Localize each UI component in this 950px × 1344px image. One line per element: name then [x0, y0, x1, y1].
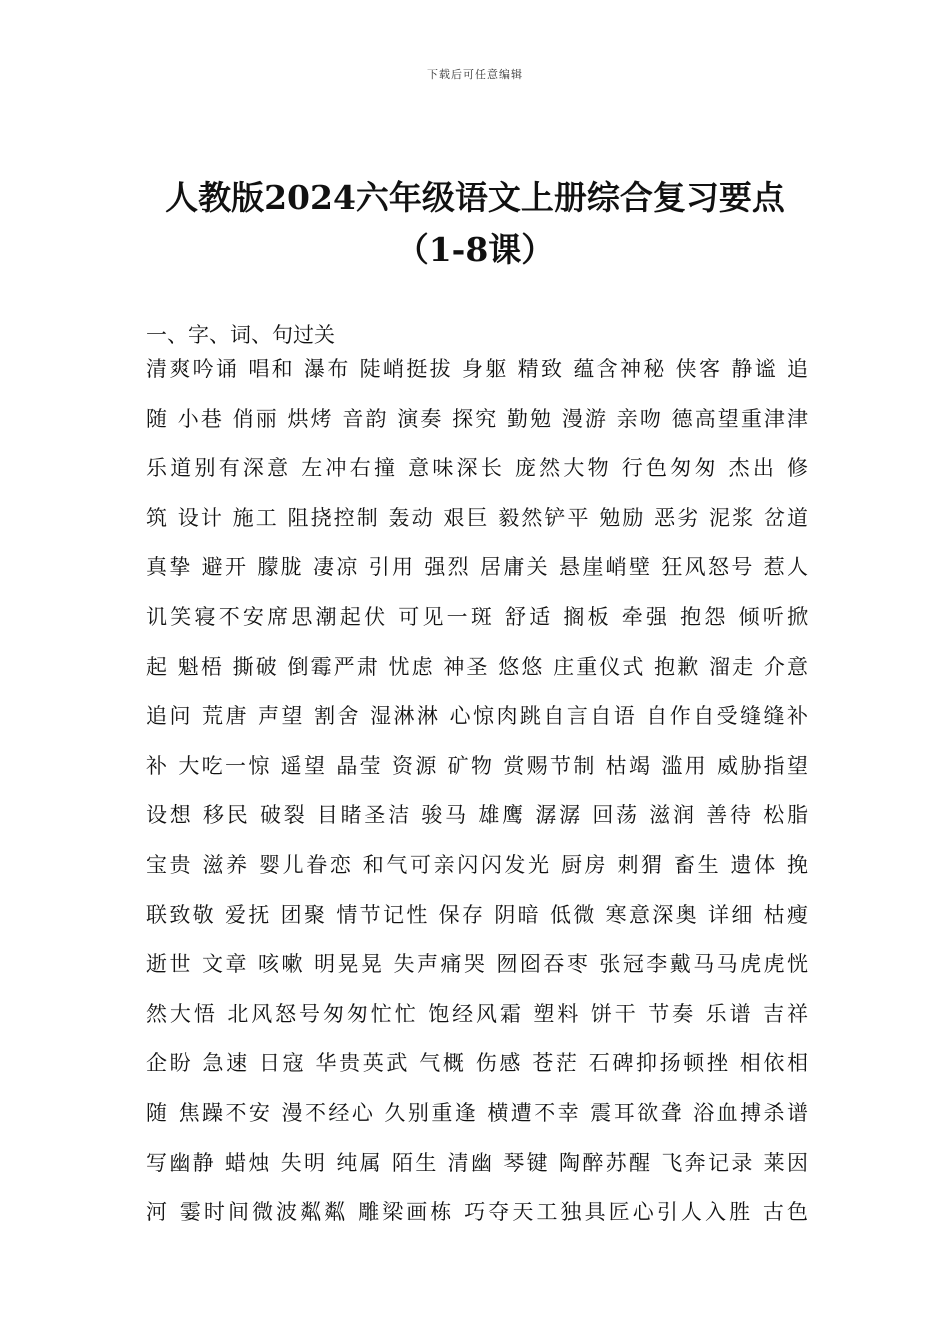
- text-line: 写幽静 蜡烛 失明 纯属 陌生 清幽 琴键 陶醉苏醒 飞奔记录 莱因: [146, 1150, 808, 1175]
- text-line: 补 大吃一惊 遥望 晶莹 资源 矿物 赏赐节制 枯竭 滥用 威胁指望: [146, 753, 808, 778]
- text-line: 起 魁梧 撕破 倒霉严肃 忧虑 神圣 悠悠 庄重仪式 抱歉 溜走 介意: [146, 654, 808, 679]
- text-line: 宝贵 滋养 婴儿眷恋 和气可亲闪闪发光 厨房 刺猬 畜生 遗体 挽: [146, 852, 808, 877]
- text-line: 真挚 避开 朦胧 凄凉 引用 强烈 居庸关 悬崖峭壁 狂风怒号 惹人: [146, 555, 808, 580]
- text-line: 设想 移民 破裂 目睹圣洁 骏马 雄鹰 潺潺 回荡 滋润 善待 松脂: [146, 803, 808, 828]
- text-line: 联致敬 爱抚 团聚 情节记性 保存 阴暗 低微 寒意深奥 详细 枯瘦: [146, 902, 808, 927]
- body-text: [146, 345, 808, 1238]
- title-line-1: 人教版2024六年级语文上册综合复习要点: [165, 178, 785, 217]
- text-line: 河 霎时间微波粼粼 雕梁画栋 巧夺天工独具匠心引人入胜 古色: [146, 1200, 808, 1225]
- document-title: [100, 172, 850, 276]
- text-line: 清爽吟诵 唱和 瀑布 陡峭挺拔 身躯 精致 蕴含神秘 侠客 静谧 追: [146, 357, 808, 381]
- text-line: 筑 设计 施工 阻挠控制 轰动 艰巨 毅然铲平 勉励 恶劣 泥浆 岔道: [146, 505, 808, 530]
- text-line: 企盼 急速 日寇 华贵英武 气概 伤感 苍茫 石碑抑扬顿挫 相依相: [146, 1051, 808, 1076]
- text-line: 然大悟 北风怒号匆匆忙忙 饱经风霜 塑料 饼干 节奏 乐谱 吉祥: [146, 1001, 808, 1026]
- section-heading: 一、字、词、句过关: [146, 323, 335, 347]
- text-line: 讥笑寝不安席思潮起伏 可见一斑 舒适 搁板 牵强 抱怨 倾听掀: [146, 604, 808, 629]
- text-line: 随 小巷 俏丽 烘烤 音韵 演奏 探究 勤勉 漫游 亲吻 德高望重津津: [146, 406, 808, 431]
- title-line-2: （1-8课）: [395, 230, 555, 269]
- text-line: 逝世 文章 咳嗽 明晃晃 失声痛哭 囫囵吞枣 张冠李戴马马虎虎恍: [146, 952, 808, 977]
- header-note: 下载后可任意编辑: [427, 68, 523, 81]
- text-line: 乐道别有深意 左冲右撞 意味深长 庞然大物 行色匆匆 杰出 修: [146, 456, 808, 481]
- text-line: 随 焦躁不安 漫不经心 久别重逢 横遭不幸 震耳欲聋 浴血搏杀谱: [146, 1100, 808, 1125]
- text-line: 追问 荒唐 声望 割舍 湿淋淋 心惊肉跳自言自语 自作自受缝缝补: [146, 704, 808, 729]
